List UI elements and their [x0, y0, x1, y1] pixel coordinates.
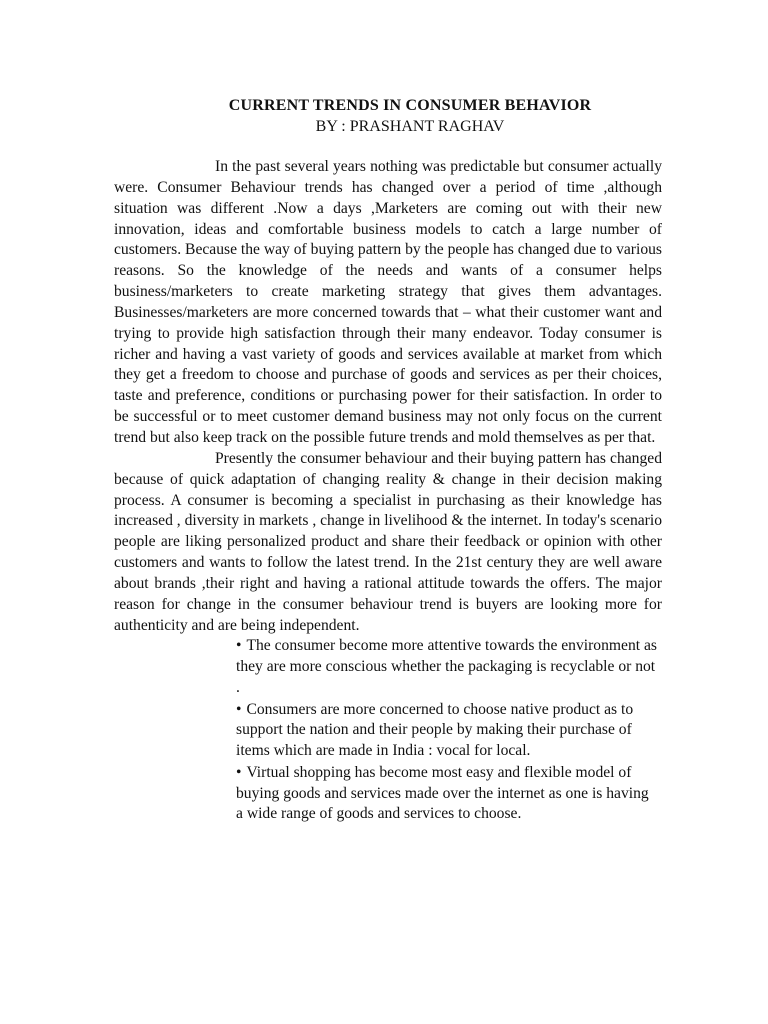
bullet-icon: •	[236, 637, 242, 655]
body-paragraph-2: Presently the consumer behaviour and their buying pattern has changed because of quick adaptation of changing reality & change in their decision making process. A consumer is becoming a specialist in purchasing as their knowledge has increased , diversity in markets , change in livelihood & the internet. In today's scenario people are liking personalized product and share their feedback or opinion with other customers and wants to follow the latest trend. In the 21st century they are well aware about brands ,their right and having a rational attitude towards the offers. The major reason for change in the consumer behaviour trend is buyers are looking more for authenticity and are being independent.	[114, 449, 662, 634]
bullet-text: The consumer become more attentive towards the environment as they are more conscious whether the packaging is recyclable or not .	[236, 637, 657, 697]
body-paragraph-1: In the past several years nothing was predictable but consumer actually were. Consumer Behaviour trends has changed over a period of time ,although situation was different .Now a days ,Marketers are coming out with their new innovation, ideas and comfortable business models to catch a large number of customers. Because the way of buying pattern by the people has changed due to various reasons. So the knowledge of the needs and wants of a consumer helps business/marketers to create marketing strategy that gives them advantages. Businesses/marketers are more concerned towards that – what their customer want and trying to provide high satisfaction through their many endeavor. Today consumer is richer and having a vast variety of goods and services available at market from which they get a freedom to choose and purchase of goods and services as per their choices, taste and preference, conditions or purchasing power for their satisfaction. In order to be successful or to meet customer demand business may not only focus on the current trend but also keep track on the possible future trends and mold themselves as per that.	[114, 158, 662, 446]
document-body	[114, 157, 662, 826]
document-title: CURRENT TRENDS IN CONSUMER BEHAVIOR	[228, 97, 592, 114]
bullet-text: Virtual shopping has become most easy and flexible model of buying goods and services made over the internet as one is having a wide range of goods and services to choose.	[236, 763, 649, 823]
bullet-item-vocal-for-local	[236, 700, 658, 763]
bullet-item-virtual-shopping	[236, 763, 658, 826]
bullet-icon: •	[236, 700, 242, 718]
bullet-text: Consumers are more concerned to choose native product as to support the nation and their people by making their purchase of items which are made in India : vocal for local.	[236, 700, 634, 760]
document-byline: BY : PRASHANT RAGHAV	[315, 118, 505, 135]
bullet-item-environment	[236, 636, 658, 699]
bullet-list	[236, 636, 658, 825]
bullet-icon: •	[236, 763, 242, 781]
